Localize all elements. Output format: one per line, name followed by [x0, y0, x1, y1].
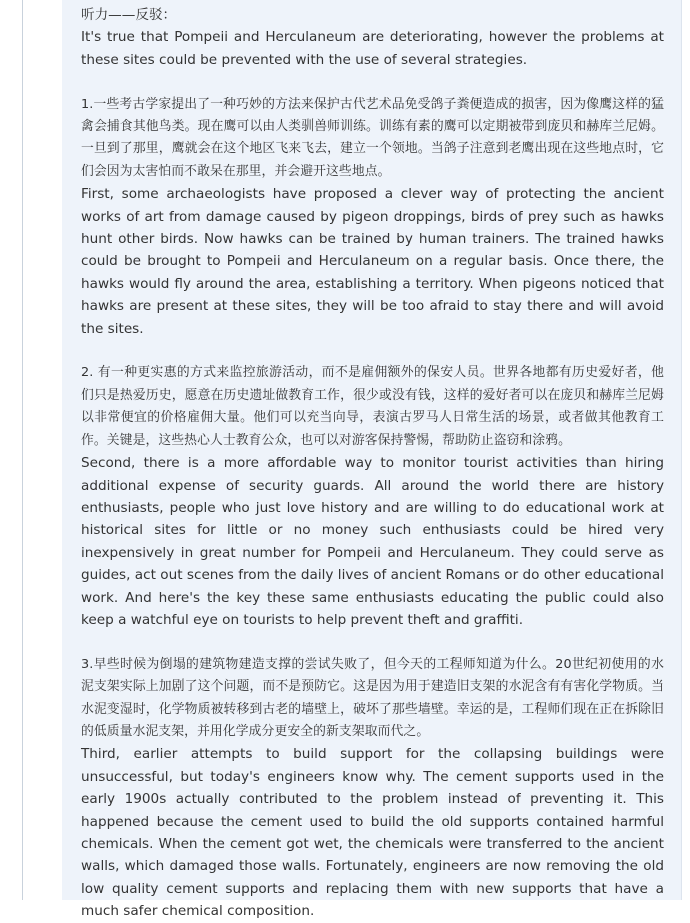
point-2-chinese: 2. 有一种更实惠的方式来监控旅游活动，而不是雇佣额外的保安人员。世界各地都有历史爱好者，他们只是热爱历史，愿意在历史遗址做教育工作，很少或没有钱，这样的爱好者可以在庞贝和赫库兰尼姆以非常便宜的价格雇佣大量。他们可以充当向导，表演古罗马人日常生活的场景，或者做其他教育工作。关键是，这些热心人士教育公众，也可以对游客保持警惕，帮助防止盗窃和涂鸦。 — [81, 365, 664, 448]
point-1-chinese: 1.一些考古学家提出了一种巧妙的方法来保护古代艺术品免受鸽子粪便造成的损害，因为像鹰这样的猛禽会捕食其他鸟类。现在鹰可以由人类驯兽师训练。训练有素的鹰可以定期被带到庞贝和赫库兰尼姆。一旦到了那里，鹰就会在这个地区飞来飞去，建立一个领地。当鸽子注意到老鹰出现在这些地点时，它们会因为太害怕而不敢呆在那里，并会避开这些地点。 — [81, 96, 664, 179]
paragraph-spacer — [81, 71, 664, 93]
left-border-line — [22, 0, 23, 900]
point-1-english: First, some archaeologists have proposed a clever way of protecting the ancient works of art from damage caused by pigeon droppings, birds of prey such as hawks hunt other birds. Now hawks can be trained by human trainers. The trained hawks could be brought to Pompeii and Herculaneum on a regular basis. Once there, the hawks would fly around the area, establishing a territory. When pigeons noticed that hawks are present at these sites, they will be too afraid to stay there and will avoid the sites. — [81, 186, 664, 337]
point-3-english: Third, earlier attempts to build support for the collapsing buildings were unsuccessful, but today's engineers know why. The cement supports used in the early 1900s actually contributed to the problem instead of preventing it. This happened because the cement used to build the old supports contained harmful chemicals. When the cement got wet, the chemicals were transferred to the ancient walls, which damaged those walls. Fortunately, engineers are now removing the old low quality cement supports and replacing them with new supports that have a much safer chemical composition. — [81, 746, 664, 920]
section-heading: 听力——反驳： — [81, 7, 177, 23]
point-2-english: Second, there is a more affordable way to monitor tourist activities than hiring additional expense of security guards. All around the world there are history enthusiasts, people who just love history and are willing to do educational work at historical sites for little or no money such enthusiasts could be hired very inexpensively in great number for Pompeii and Herculaneum. They could serve as guides, act out scenes from the daily lives of ancient Romans or do other educational work. And here's the key these same enthusiasts educating the public could also keep a watchful eye on tourists to help prevent theft and graffiti. — [81, 455, 664, 628]
article-content — [81, 4, 664, 923]
paragraph-spacer — [81, 631, 664, 653]
paragraph-spacer — [81, 340, 664, 362]
point-3-chinese: 3.早些时候为倒塌的建筑物建造支撑的尝试失败了，但今天的工程师知道为什么。20世纪初使用的水泥支架实际上加剧了这个问题，而不是预防它。这是因为用于建造旧支架的水泥含有有害化学物质。当水泥变湿时，化学物质被转移到古老的墙壁上，破坏了那些墙壁。幸运的是，工程师们现在正在拆除旧的低质量水泥支架，并用化学成分更安全的新支架取而代之。 — [81, 656, 664, 739]
intro-paragraph: It's true that Pompeii and Herculaneum are deteriorating, however the problems at these sites could be prevented with the use of several strategies. — [81, 29, 664, 68]
